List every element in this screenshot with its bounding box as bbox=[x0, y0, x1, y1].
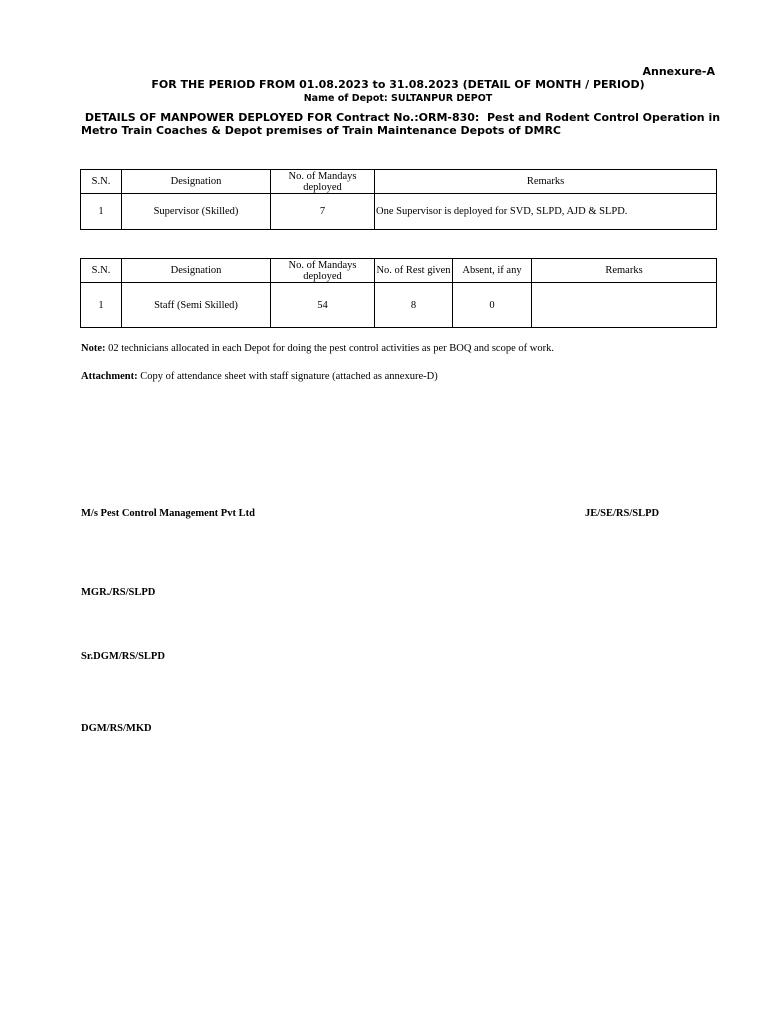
attachment-text: Copy of attendance sheet with staff signature (attached as annexure-D) bbox=[137, 371, 438, 382]
signature-je: JE/SE/RS/SLPD bbox=[585, 508, 660, 519]
attachment-label: Attachment: bbox=[81, 371, 138, 382]
annexure-label: Annexure-A bbox=[642, 65, 715, 78]
signature-srdgm: Sr.DGM/RS/SLPD bbox=[81, 651, 165, 662]
cell-designation: Staff (Semi Skilled) bbox=[122, 283, 271, 328]
header-absent: Absent, if any bbox=[453, 259, 532, 283]
staff-table bbox=[80, 258, 717, 328]
attachment-line bbox=[81, 371, 438, 382]
supervisor-table bbox=[80, 169, 717, 230]
contract-details-heading: DETAILS OF MANPOWER DEPLOYED FOR Contract No.:ORM-830: Pest and Rodent Control Operation in Metro Train Coaches & Depot premises of Train Maintenance Depots of DMRC bbox=[81, 111, 724, 137]
note-label: Note: bbox=[81, 343, 106, 354]
header-rest: No. of Rest given bbox=[375, 259, 453, 283]
cell-rest: 8 bbox=[375, 283, 453, 328]
header-mandays: No. of Mandays deployed bbox=[271, 259, 375, 283]
period-heading: FOR THE PERIOD FROM 01.08.2023 to 31.08.2023 (DETAIL OF MONTH / PERIOD) bbox=[151, 78, 645, 91]
signature-mgr: MGR./RS/SLPD bbox=[81, 587, 156, 598]
cell-remarks: One Supervisor is deployed for SVD, SLPD, AJD & SLPD. bbox=[375, 194, 717, 230]
cell-sn: 1 bbox=[81, 283, 122, 328]
header-designation: Designation bbox=[122, 170, 271, 194]
cell-mandays: 54 bbox=[271, 283, 375, 328]
cell-mandays: 7 bbox=[271, 194, 375, 230]
cell-sn: 1 bbox=[81, 194, 122, 230]
table-header-row bbox=[81, 170, 717, 194]
table-row bbox=[81, 194, 717, 230]
header-remarks: Remarks bbox=[375, 170, 717, 194]
cell-absent: 0 bbox=[453, 283, 532, 328]
table-header-row bbox=[81, 259, 717, 283]
header-sn: S.N. bbox=[81, 170, 122, 194]
signature-company: M/s Pest Control Management Pvt Ltd bbox=[81, 508, 255, 519]
cell-designation: Supervisor (Skilled) bbox=[122, 194, 271, 230]
depot-name: Name of Depot: SULTANPUR DEPOT bbox=[303, 93, 493, 104]
signature-dgm: DGM/RS/MKD bbox=[81, 723, 152, 734]
table-row bbox=[81, 283, 717, 328]
header-sn: S.N. bbox=[81, 259, 122, 283]
header-designation: Designation bbox=[122, 259, 271, 283]
header-remarks: Remarks bbox=[532, 259, 717, 283]
note-text: 02 technicians allocated in each Depot for doing the pest control activities as per BOQ and scope of work. bbox=[105, 343, 554, 354]
header-mandays: No. of Mandays deployed bbox=[271, 170, 375, 194]
cell-remarks bbox=[532, 283, 717, 328]
note-line bbox=[81, 343, 554, 354]
